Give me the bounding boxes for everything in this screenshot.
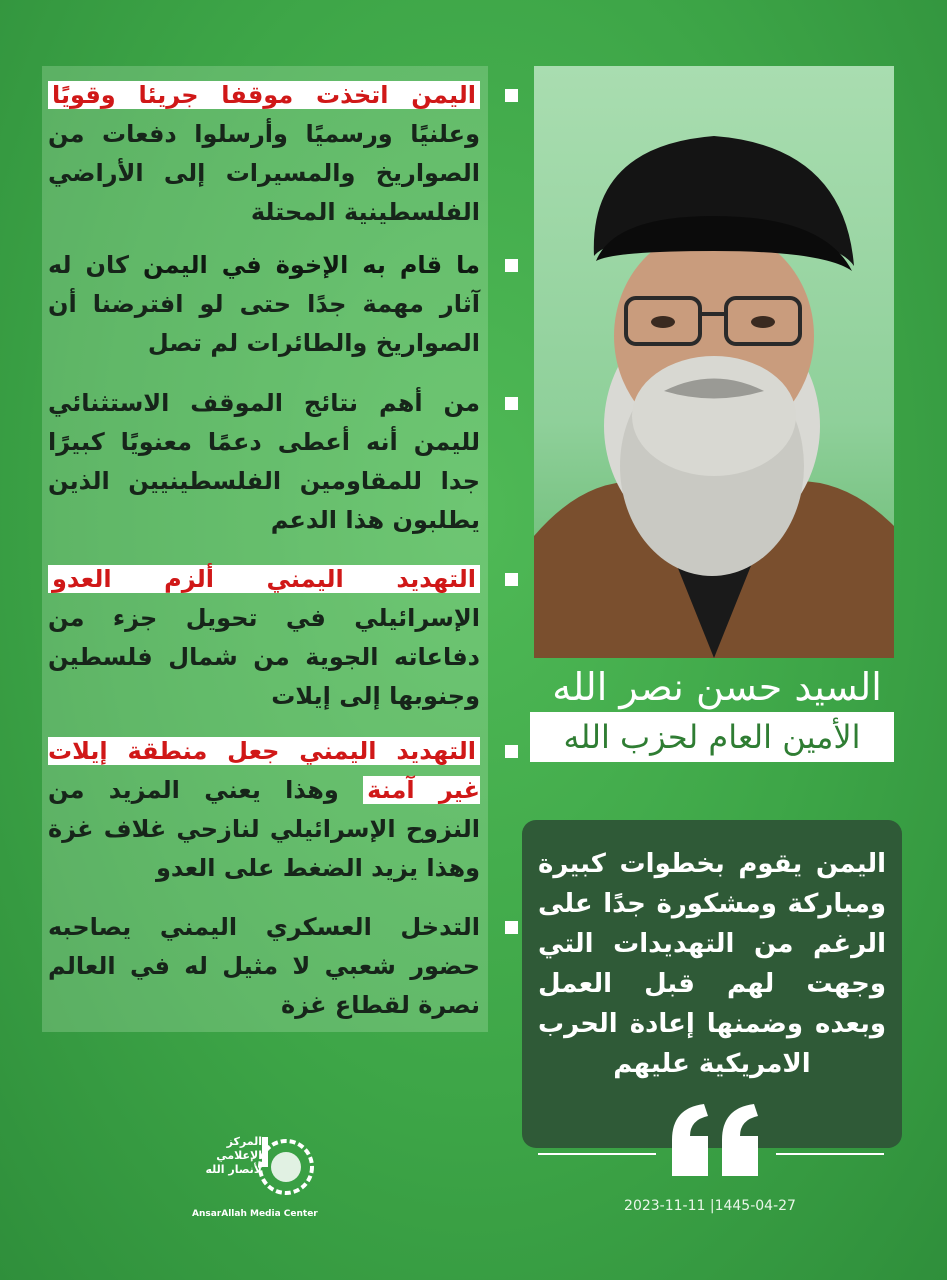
- points-panel: [42, 66, 488, 1032]
- portrait-illustration: [534, 66, 894, 658]
- media-center-logo: [192, 1135, 322, 1225]
- person-name: السيد حسن نصر الله: [552, 665, 882, 709]
- logo-arabic-text: [192, 1135, 262, 1177]
- bullet-icon: [505, 259, 518, 272]
- bullet-icon: [505, 89, 518, 102]
- point-5-highlight: التهديد اليمني جعل منطقة إيلات غير آمنة: [48, 737, 480, 804]
- logo-ar-line1: المركز: [226, 1135, 262, 1148]
- point-5-text: [42, 732, 488, 888]
- logo-emblem-icon: [258, 1137, 314, 1199]
- point-6-text: التدخل العسكري اليمني يصاحبه حضور شعبي لا مثيل له في العالم نصرة لقطاع غزة: [48, 913, 480, 1019]
- logo-english-text: AnsarAllah Media Center: [192, 1209, 318, 1219]
- point-1-text: [42, 76, 488, 232]
- bullet-icon: [505, 573, 518, 586]
- bullet-icon: [505, 397, 518, 410]
- point-2-highlight: ما قام به الإخوة في اليمن: [143, 251, 481, 279]
- quote-divider-left: [538, 1153, 656, 1155]
- point-4-highlight: التهديد اليمني ألزم العدو: [48, 565, 480, 593]
- point-4: [42, 560, 488, 716]
- quote-divider-right: [776, 1153, 884, 1155]
- point-1-body: وعلنيًا ورسميًا وأرسلوا دفعات من الصواريخ والمسيرات إلى الأراضي الفلسطينية المحتلة: [48, 120, 480, 226]
- quote-marks-icon: [668, 1100, 764, 1180]
- person-title: الأمين العام لحزب الله: [530, 712, 894, 762]
- point-3-text: من أهم نتائج الموقف الاستثنائي لليمن أنه أعطى دعمًا معنويًا كبيرًا جدا للمقاومين الفلسطينيين الذين يطلبون هذا الدعم: [48, 389, 480, 534]
- point-3: [42, 384, 488, 540]
- point-5-body: وهذا يعني المزيد من النزوح الإسرائيلي لنازحي غلاف غزة وهذا يزيد الضغط على العدو: [48, 776, 480, 882]
- point-6: [42, 908, 488, 1025]
- point-4-text: [42, 560, 488, 716]
- logo-ar-line3: لأنصار الله: [205, 1163, 262, 1176]
- quote-text: اليمن يقوم بخطوات كبيرة ومباركة ومشكورة جدًا على الرغم من التهديدات التي وجهت لهم قبل العمل وبعده وضمنها إعادة الحرب الامريكية عليهم: [538, 849, 886, 1079]
- point-1: [42, 76, 488, 232]
- point-4-body: الإسرائيلي في تحويل جزء من دفاعاته الجوية من شمال فلسطين وجنوبها إلى إيلات: [48, 604, 480, 710]
- quote-box: [522, 820, 902, 1148]
- date-text: 2023-11-11 |1445-04-27: [624, 1198, 796, 1214]
- logo-ar-line2: الإعلامي: [216, 1149, 262, 1162]
- bullet-icon: [505, 745, 518, 758]
- point-2: [42, 246, 488, 363]
- bullet-icon: [505, 921, 518, 934]
- point-2-text: [42, 246, 488, 363]
- point-1-highlight: اليمن اتخذت موقفا جريئا وقويًا: [48, 81, 480, 109]
- point-5: [42, 732, 488, 888]
- point-2-body: كان له آثار مهمة جدًا حتى لو افترضنا أن الصواريخ والطائرات لم تصل: [48, 251, 480, 357]
- portrait-photo: [534, 66, 894, 658]
